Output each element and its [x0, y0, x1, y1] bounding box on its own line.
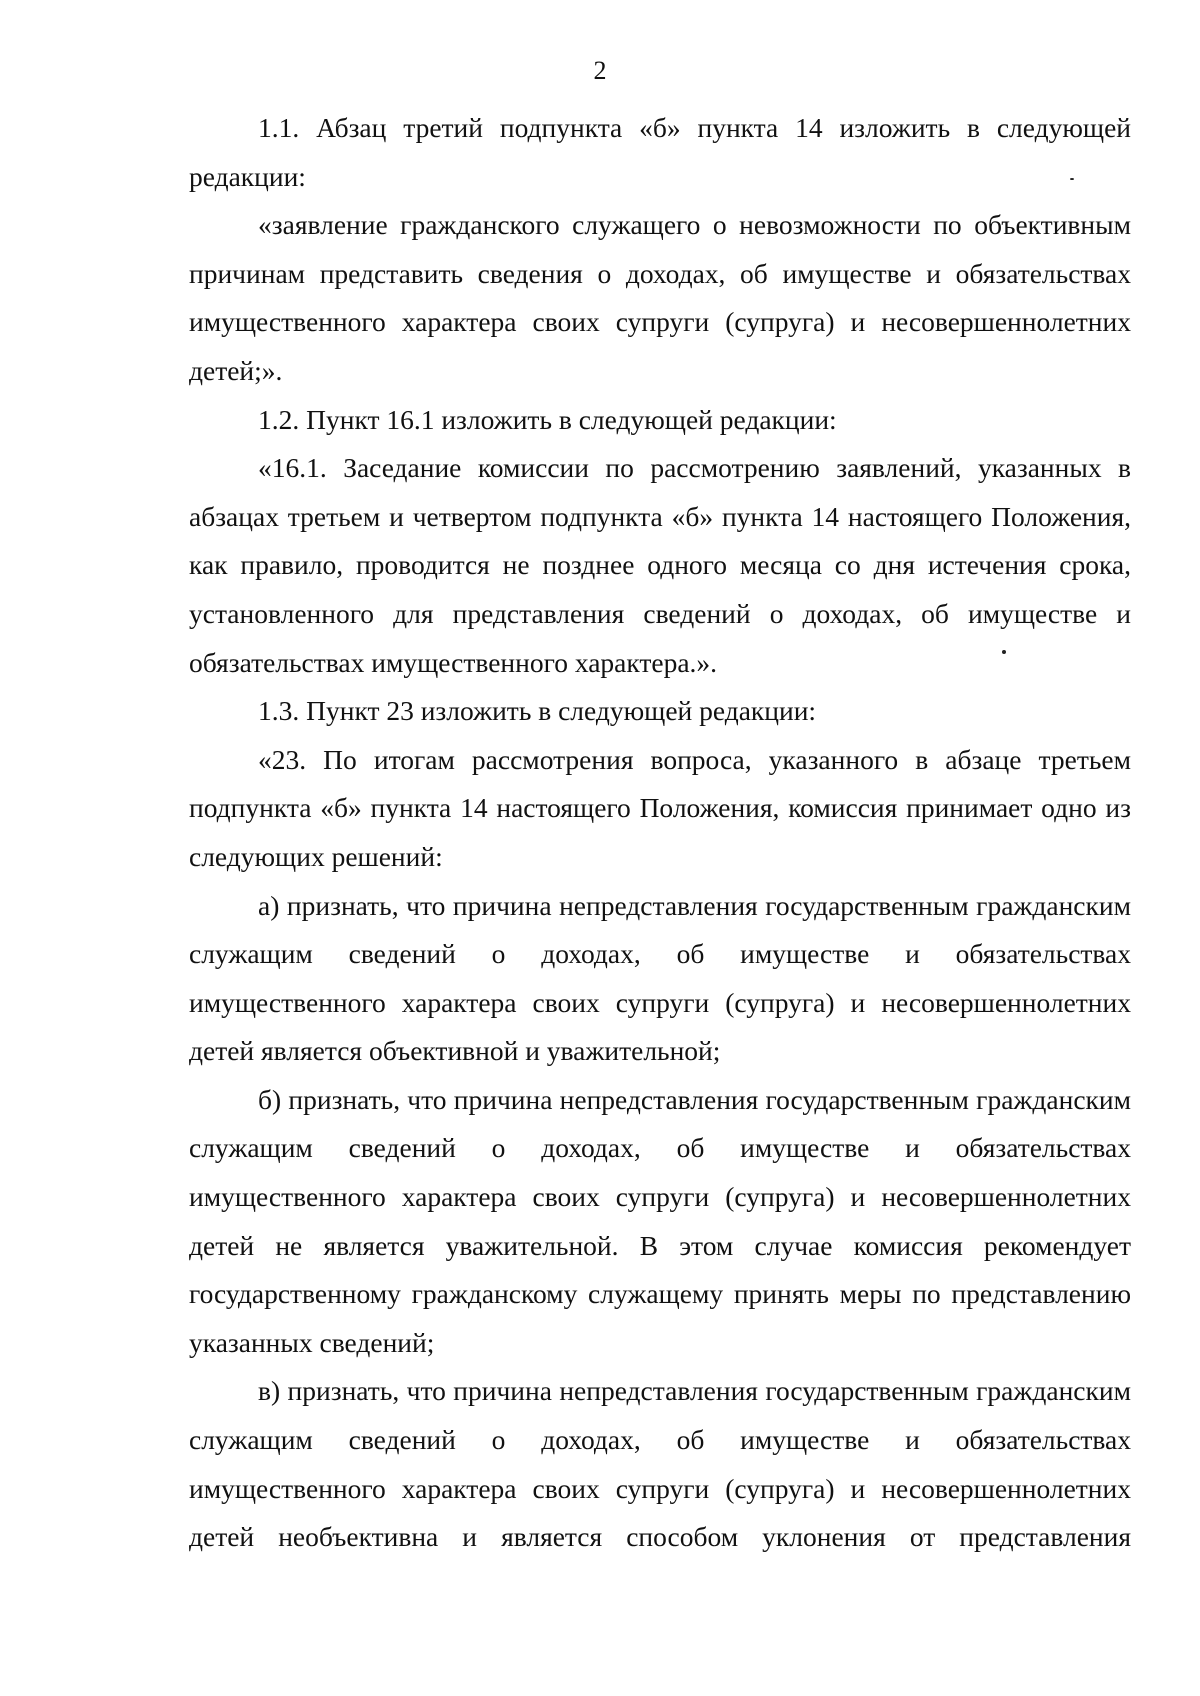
paragraph-1-3: 1.3. Пункт 23 изложить в следующей редакции:	[258, 695, 817, 727]
paragraph-1-1: 1.1. Абзац третий подпункта «б» пункта 14 изложить в следующей редакции:	[189, 112, 1131, 192]
paragraph-1-2: 1.2. Пункт 16.1 изложить в следующей редакции:	[258, 403, 837, 435]
scan-speck	[1002, 650, 1006, 654]
scan-speck	[1070, 178, 1074, 180]
document-body	[189, 104, 1131, 1562]
paragraph-quote-16-1: «16.1. Заседание комиссии по рассмотрению заявлений, указанных в абзацах третьем и четвертом подпункта «б» пункта 14 настоящего Положения, как правило, проводится не позднее одного месяца со дня истечения срока, установленного для представления сведений о доходах, об имуществе и обязательствах имущественного характера.».	[189, 452, 1131, 678]
paragraph-quote-23: «23. По итогам рассмотрения вопроса, указанного в абзаце третьем подпункта «б» пункта 14 настоящего Положения, комиссия принимает одно из следующих решений:	[189, 743, 1131, 872]
paragraph-decision-a: а) признать, что причина непредставления государственным гражданским служащим сведений о доходах, об имуществе и обязательствах имущественного характера своих супруги (супруга) и несовершеннолетних детей является объективной и уважительной;	[189, 889, 1131, 1067]
page-number: 2	[593, 56, 607, 85]
paragraph-quote-statement: «заявление гражданского служащего о невозможности по объективным причинам представить сведения о доходах, об имуществе и обязательствах имущественного характера своих супруги (супруга) и несовершеннолетних детей;».	[189, 209, 1131, 386]
paragraph-decision-v: в) признать, что причина непредставления государственным гражданским служащим сведений о доходах, об имуществе и обязательствах имущественного характера своих супруги (супруга) и несовершеннолетних детей необъективна и является способом уклонения от представления	[189, 1375, 1131, 1553]
paragraph-decision-b: б) признать, что причина непредставления государственным гражданским служащим сведений о доходах, об имуществе и обязательствах имущественного характера своих супруги (супруга) и несовершеннолетних детей не является уважительной. В этом случае комиссия рекомендует государственному гражданскому служащему принять меры по представлению указанных сведений;	[189, 1083, 1131, 1358]
